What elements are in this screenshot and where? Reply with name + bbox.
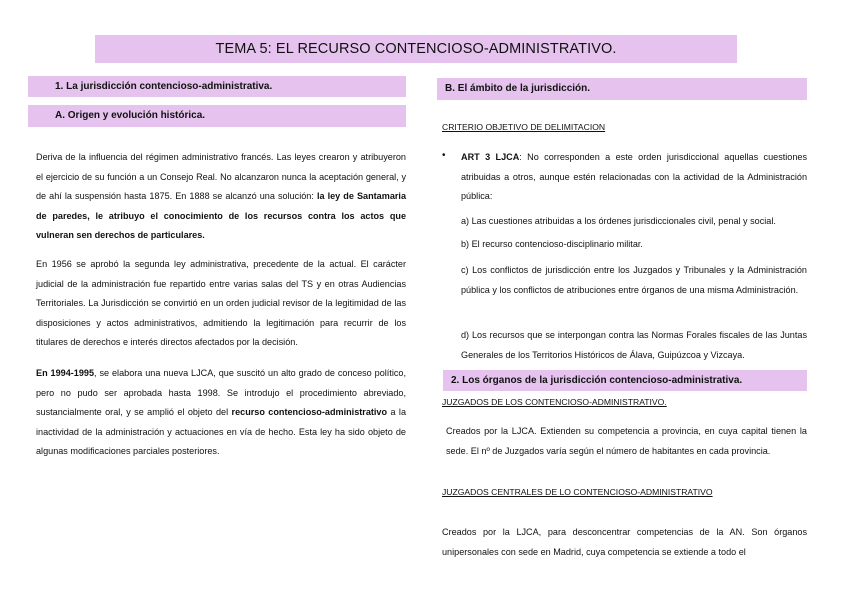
- list-item-a: a) Las cuestiones atribuidas a los órdenes jurisdiccionales civil, penal y social.: [461, 216, 776, 226]
- paragraph-text: Deriva de la influencia del régimen administrativo francés. Las leyes crearon y atribuyeron el ejercicio de su función a un Consejo Real. No alcanzaron nunca la aceptación general, y de ahí la suspensión hasta 1875. En 1888 se alcanzó una solución:: [36, 152, 406, 202]
- paragraph-1956: En 1956 se aprobó la segunda ley administrativa, precedente de la actual. El carácter judicial de la administración fue repartido entre varias salas del TS y en otras Audiencias Territoriales. La Jurisdicción se convirtió en un orden judicial revisor de la legitimidad de las disposiciones y actos administrativos, admitiendo la legitimación para recurrir de los titulares de derechos e interés directos afectados por la decisión.: [36, 259, 406, 348]
- list-item-b: b) El recurso contencioso-disciplinario militar.: [461, 239, 643, 249]
- paragraph-text: a la inactividad de la administración y actuaciones en vía de hecho. Esta ley ha sido objeto de algunas modificaciones parciales posteriores.: [36, 407, 406, 457]
- paragraph-bold: En 1994-1995: [36, 368, 95, 378]
- section-heading-organos: 2. Los órganos de la jurisdicción contencioso-administrativa.: [443, 370, 807, 391]
- paragraph-juzgados: Creados por la LJCA. Extienden su competencia a provincia, en cuya capital tienen la sede. El nº de Juzgados varía según el número de habitantes en cada provincia.: [446, 426, 807, 456]
- list-item-c: c) Los conflictos de jurisdicción entre los Juzgados y Tribunales y la Administración pública y los conflictos de atribuciones entre órganos de una misma Administración.: [461, 265, 807, 295]
- list-item-d: d) Los recursos que se interpongan contra las Normas Forales fiscales de las Juntas Generales de los Territorios Históricos de Álava, Guipúzcoa y Vizcaya.: [461, 330, 807, 360]
- paragraph-text: : No corresponden a este orden jurisdiccional aquellas cuestiones atribuidas a otros, aunque estén relacionadas con la actividad de la Administración pública:: [461, 152, 808, 202]
- paragraph-origen: [36, 148, 406, 246]
- paragraph-bold: la ley de Santamaria de paredes, le atribuyo el conocimiento de los recursos contra los actos que vulneran sen derechos de particulares.: [36, 191, 407, 241]
- page-title: TEMA 5: EL RECURSO CONTENCIOSO-ADMINISTRATIVO.: [95, 35, 737, 63]
- criterio-heading: CRITERIO OBJETIVO DE DELIMITACION: [442, 122, 606, 132]
- paragraph-centrales: Creados por la LJCA, para desconcentrar competencias de la AN. Son órganos unipersonales con sede en Madrid, cuya competencia se extiende a todo el: [442, 527, 807, 557]
- paragraph-bold: ART 3 LJCA: [461, 152, 520, 162]
- paragraph-1994: [36, 364, 406, 462]
- juzgados-heading: JUZGADOS DE LOS CONTENCIOSO-ADMINISTRATIVO.: [442, 397, 667, 407]
- paragraph-text: , se elabora una nueva LJCA, que suscitó un alto grado de conceso político, pero no pudo ser aprobada hasta 1998. Se introdujo el procedimiento abreviado, sustancialmente oral, y se amplió el objeto del: [36, 368, 406, 418]
- paragraph-bold: recurso contencioso-administrativo: [231, 407, 388, 418]
- section-heading-ambito: B. El ámbito de la jurisdicción.: [437, 78, 807, 100]
- section-heading-origen: A. Origen y evolución histórica.: [28, 105, 406, 127]
- bullet-icon: •: [442, 150, 446, 161]
- juzgados-centrales-heading: JUZGADOS CENTRALES DE LO CONTENCIOSO-ADMINISTRATIVO: [442, 487, 713, 497]
- paragraph-art3: [461, 148, 807, 207]
- section-heading-jurisdiccion: 1. La jurisdicción contencioso-administrativa.: [28, 76, 406, 97]
